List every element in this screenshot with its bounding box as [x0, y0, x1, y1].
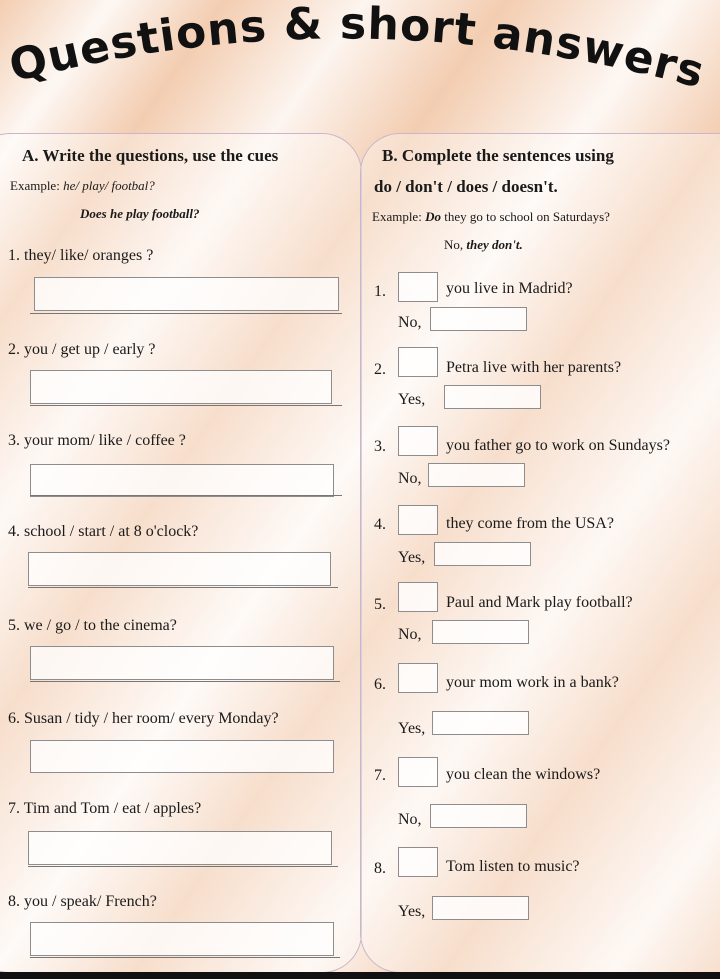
b-item-6-num: 6. [374, 676, 386, 693]
question-cue-8: 8. you / speak/ French? [8, 893, 157, 910]
b-item-4-answer-label: Yes, [398, 549, 426, 566]
answer-line-a7 [28, 866, 338, 867]
section-a-example [10, 178, 155, 194]
b-item-6-answer-label: Yes, [398, 720, 426, 737]
question-cue-4: 4. school / start / at 8 o'clock? [8, 523, 199, 540]
title-text: Questions & short answers [4, 0, 711, 99]
section-a-heading: A. Write the questions, use the cues [22, 146, 279, 165]
b-item-4-verb-box[interactable] [398, 505, 438, 535]
b-item-1-num: 1. [374, 283, 386, 300]
b-item-6-text: your mom work in a bank? [446, 674, 619, 691]
question-cue-2: 2. you / get up / early ? [8, 341, 156, 358]
answer-box-a3[interactable] [30, 464, 334, 497]
example-label: Example: [10, 178, 60, 193]
b-item-7-text: you clean the windows? [446, 766, 601, 783]
answer-line-a3 [30, 495, 342, 496]
b-item-3-answer-box[interactable] [428, 463, 525, 487]
b-item-4-text: they come from the USA? [446, 515, 614, 532]
b-item-4-num: 4. [374, 516, 386, 533]
section-b-heading-line2: do / don't / does / doesn't. [374, 177, 558, 196]
b-item-5-num: 5. [374, 596, 386, 613]
section-b-heading-line1: B. Complete the sentences using [382, 146, 614, 165]
question-cue-3: 3. your mom/ like / coffee ? [8, 432, 186, 449]
b-item-4-answer-box[interactable] [434, 542, 531, 566]
b-item-3-num: 3. [374, 438, 386, 455]
answer-box-a7[interactable] [28, 831, 332, 865]
answer-line-a4 [28, 587, 338, 588]
example-b-answer-word: they don't. [466, 237, 523, 252]
question-cue-1: 1. they/ like/ oranges ? [8, 247, 154, 264]
answer-box-a6[interactable] [30, 740, 334, 773]
b-item-3-answer-label: No, [398, 470, 422, 487]
b-item-5-answer-box[interactable] [432, 620, 529, 644]
answer-line-a1 [30, 313, 342, 314]
example-cue: he/ play/ footbal? [63, 178, 155, 193]
answer-box-a1[interactable] [34, 277, 339, 311]
b-item-3-text: you father go to work on Sundays? [446, 437, 670, 454]
question-cue-7: 7. Tim and Tom / eat / apples? [8, 800, 202, 817]
svg-text:Questions & short answers [4, 0, 710, 99]
b-item-7-num: 7. [374, 767, 386, 784]
b-item-1-answer-label: No, [398, 314, 422, 331]
worksheet-title [0, 0, 720, 120]
answer-line-a8 [30, 957, 340, 958]
b-item-8-text: Tom listen to music? [446, 858, 580, 875]
answer-box-a5[interactable] [30, 646, 334, 680]
b-item-2-answer-box[interactable] [444, 385, 541, 409]
example-answer: Does he play football? [80, 206, 200, 221]
b-item-1-answer-box[interactable] [430, 307, 527, 331]
b-item-7-verb-box[interactable] [398, 757, 438, 787]
answer-line-a5 [30, 681, 340, 682]
question-cue-5: 5. we / go / to the cinema? [8, 617, 177, 634]
b-item-7-answer-label: No, [398, 811, 422, 828]
b-item-5-answer-label: No, [398, 626, 422, 643]
question-cue-6: 6. Susan / tidy / her room/ every Monday? [8, 710, 279, 727]
example-b-answer-prefix: No, [444, 237, 464, 252]
answer-line-a2 [30, 405, 342, 406]
b-item-2-verb-box[interactable] [398, 347, 438, 377]
b-item-7-answer-box[interactable] [430, 804, 527, 828]
b-item-2-text: Petra live with her parents? [446, 359, 622, 376]
title-arc [0, 0, 720, 120]
b-item-2-num: 2. [374, 361, 386, 378]
answer-box-a4[interactable] [28, 552, 331, 586]
b-item-8-answer-box[interactable] [432, 896, 529, 920]
b-item-6-verb-box[interactable] [398, 663, 438, 693]
example-b-answer [444, 237, 523, 253]
answer-box-a8[interactable] [30, 922, 334, 956]
example-b-rest: they go to school on Saturdays? [444, 209, 610, 224]
example-b-label: Example: [372, 209, 422, 224]
b-item-3-verb-box[interactable] [398, 426, 438, 456]
bottom-edge [0, 972, 720, 979]
b-item-5-text: Paul and Mark play football? [446, 594, 633, 611]
b-item-2-answer-label: Yes, [398, 391, 426, 408]
b-item-8-answer-label: Yes, [398, 903, 426, 920]
example-b-word: Do [425, 209, 441, 224]
b-item-8-num: 8. [374, 860, 386, 877]
b-item-6-answer-box[interactable] [432, 711, 529, 735]
b-item-8-verb-box[interactable] [398, 847, 438, 877]
b-item-1-verb-box[interactable] [398, 272, 438, 302]
b-item-1-text: you live in Madrid? [446, 280, 573, 297]
answer-box-a2[interactable] [30, 370, 332, 404]
b-item-5-verb-box[interactable] [398, 582, 438, 612]
section-b-example [372, 209, 610, 225]
